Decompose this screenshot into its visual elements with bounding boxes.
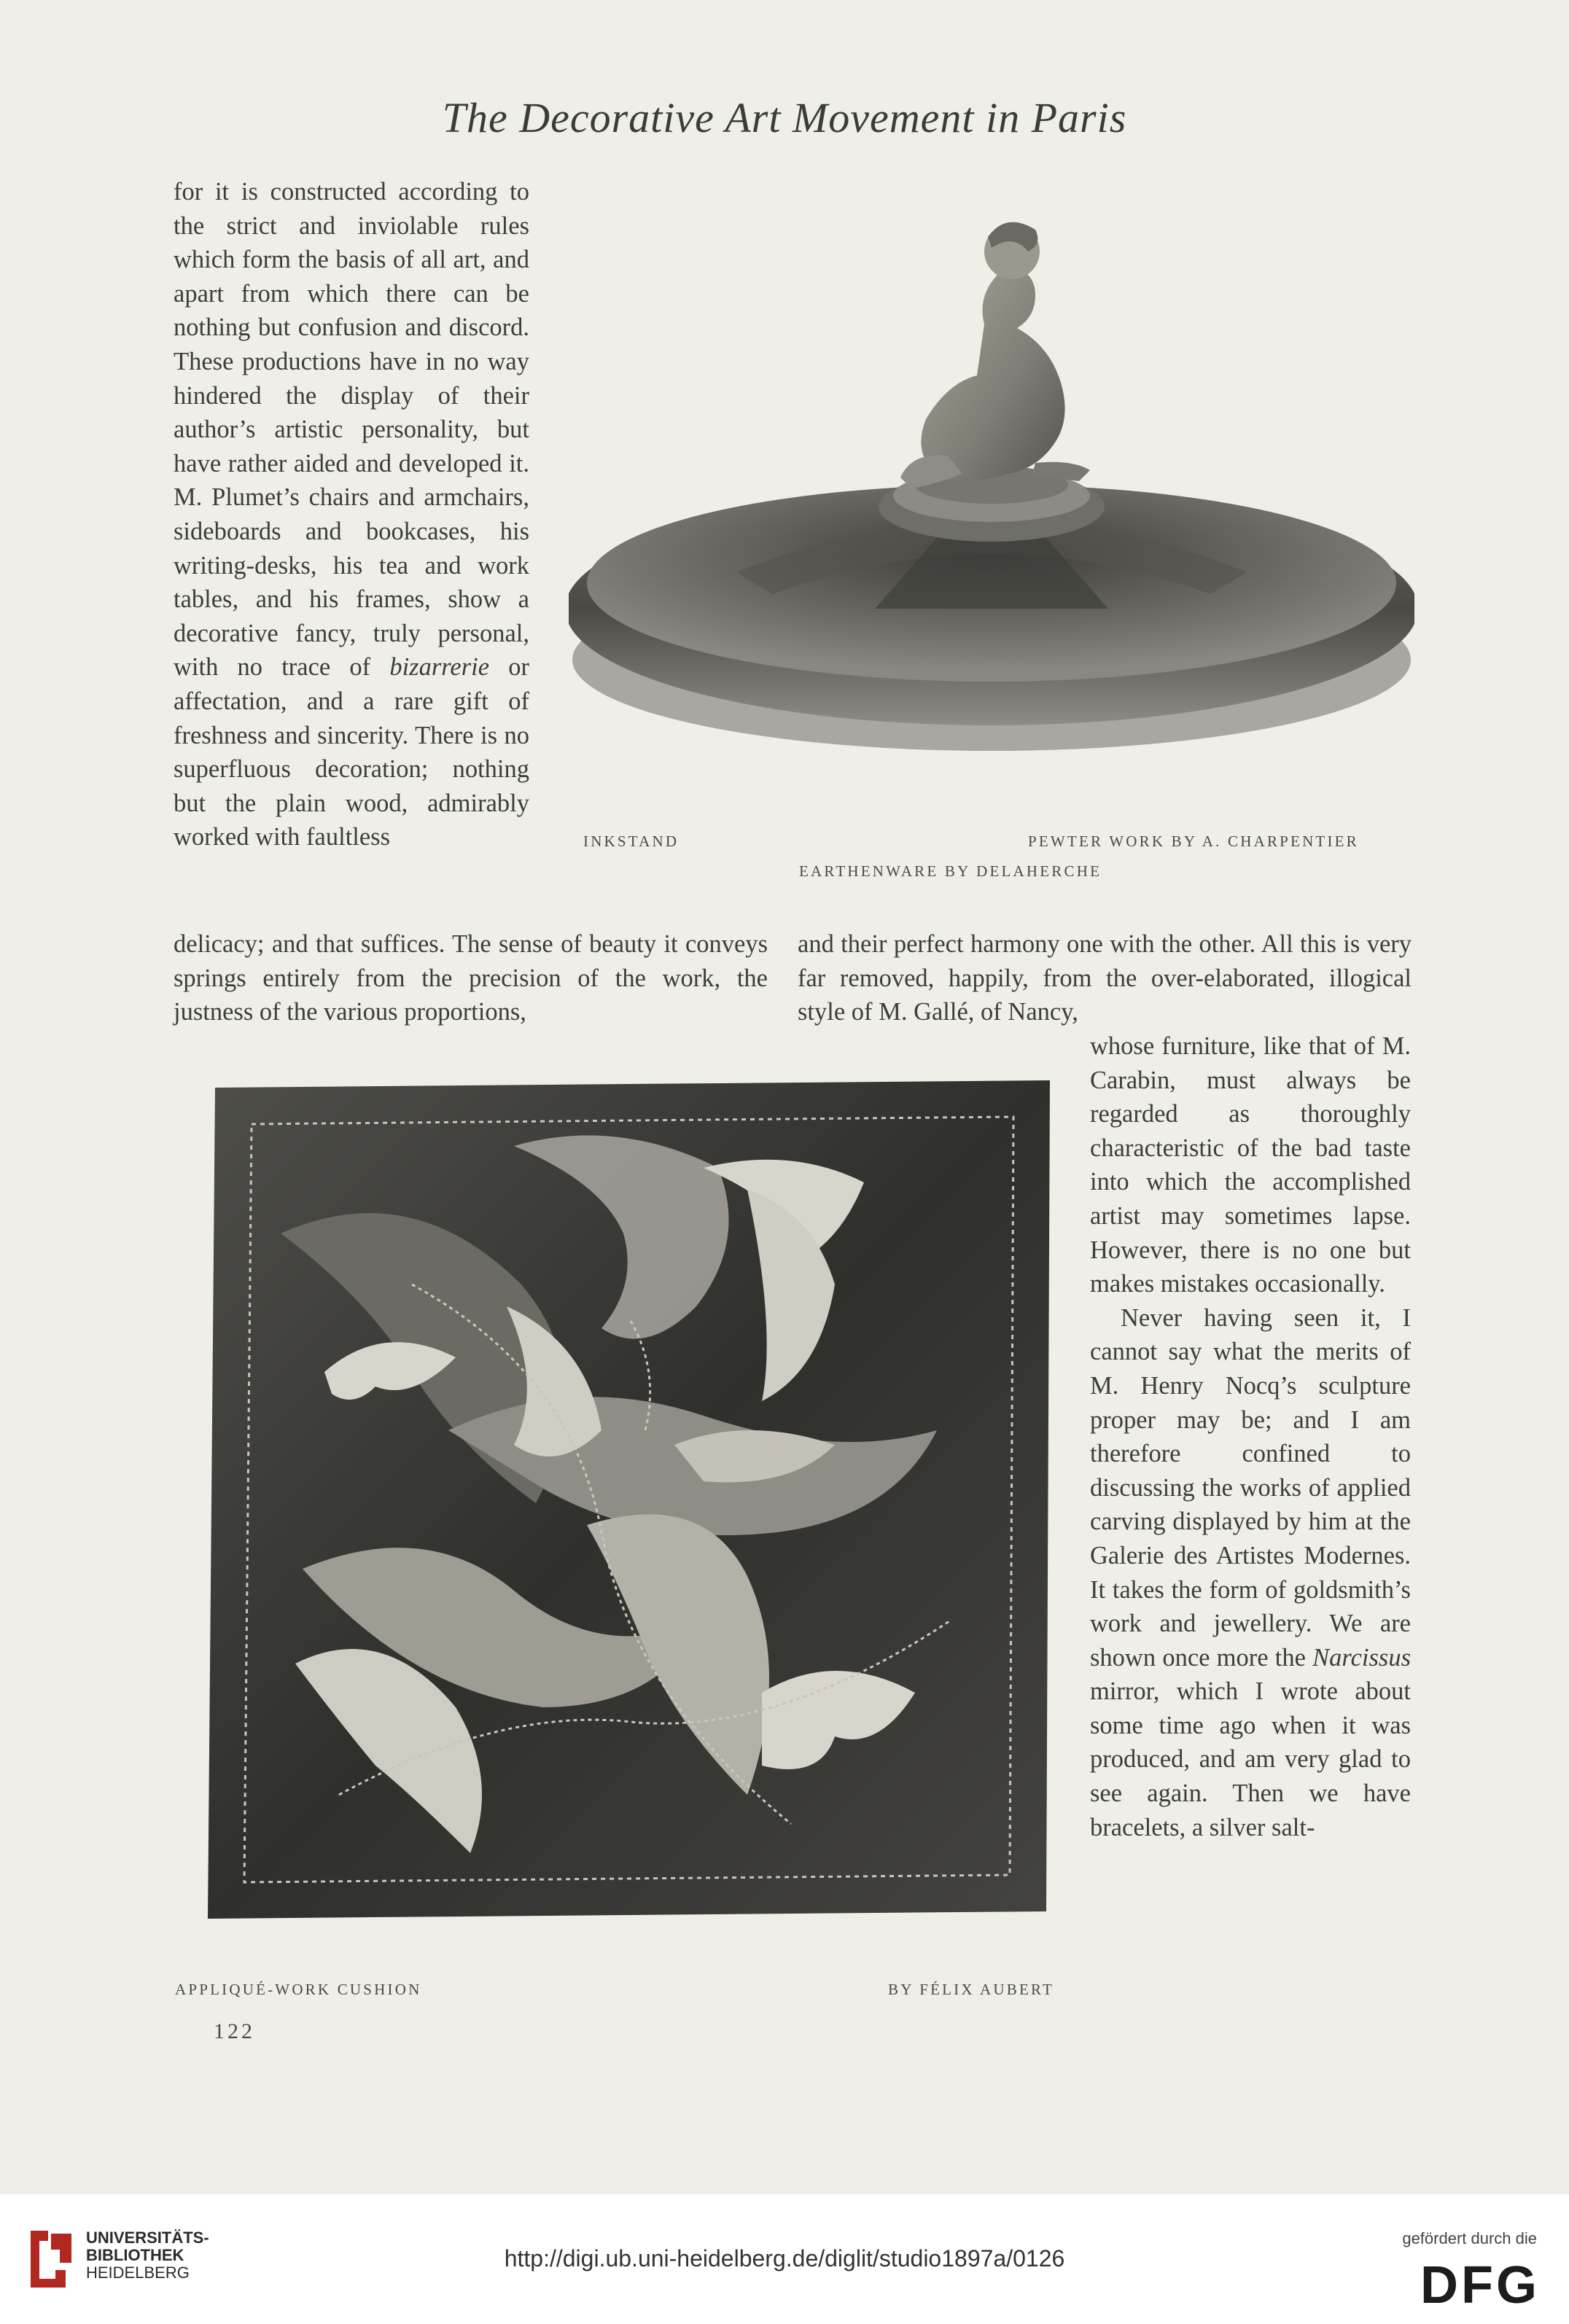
footer-bar bbox=[0, 2194, 1569, 2324]
italic-term: Narcissus bbox=[1312, 1643, 1411, 1672]
inkstand-caption-right: PEWTER WORK BY A. CHARPENTIER bbox=[1028, 832, 1359, 850]
column-right bbox=[1090, 1029, 1411, 1844]
paragraph-nocq bbox=[1090, 1301, 1411, 1845]
text-run: or affectation, and a rare gift of freshness and sincerity. There is no superfluous decoration; nothing but the plain wood, admirably worked with faultless bbox=[174, 653, 529, 851]
library-line-2: BIBLIOTHEK bbox=[86, 2246, 184, 2264]
paragraph-carabin: whose furniture, like that of M. Carabin, must always be regarded as thoroughly characteristic of the bad taste into which the accomplished artist may sometimes lapse. However, there is no one but makes mistakes occasionally. bbox=[1090, 1032, 1411, 1298]
cushion-caption-left: APPLIQUÉ-WORK CUSHION bbox=[175, 1981, 422, 1998]
paragraph-galle: and their perfect harmony one with the other. All this is very far removed, happily, from the over-elaborated, illogical style of M. Gallé, of Nancy, bbox=[798, 930, 1412, 1026]
paragraph-plumet bbox=[174, 175, 529, 854]
source-url[interactable]: http://digi.ub.uni-heidelberg.de/diglit/studio1897a/0126 bbox=[504, 2245, 1065, 2272]
library-line-3: HEIDELBERG bbox=[86, 2263, 190, 2282]
column-mid-right bbox=[798, 927, 1412, 1029]
cushion-photo bbox=[193, 1066, 1068, 1926]
inkstand-caption-center: EARTHENWARE BY DELAHERCHE bbox=[799, 862, 1102, 880]
text-run: Never having seen it, I cannot say what the merits of M. Henry Nocq’s sculpture proper may be; and I am therefore confined to discussing the works of applied carving displayed by him at the Galerie des Artistes Modernes. It takes the form of goldsmith’s work and jewellery. We are shown once more the bbox=[1090, 1303, 1411, 1672]
paragraph-delicacy: delicacy; and that suffices. The sense of beauty it conveys springs entirely from the precision of the work, the justness of the various proportions, bbox=[174, 930, 768, 1026]
italic-term: bizarrerie bbox=[389, 653, 490, 682]
library-line-1: UNIVERSITÄTS- bbox=[86, 2229, 209, 2247]
column-mid-left bbox=[174, 927, 768, 1029]
dfg-logo: DFG bbox=[1420, 2256, 1540, 2315]
page-number: 122 bbox=[214, 2019, 255, 2043]
cushion-caption-right: BY FÉLIX AUBERT bbox=[888, 1981, 1054, 1998]
inkstand-caption-left: INKSTAND bbox=[583, 832, 680, 850]
text-run: for it is constructed according to the strict and inviolable rules which form the basis of all art, and apart from which there can be nothing but confusion and discord. These productions have in no way hindered the display of their author’s artistic personality, but have rather aided and developed it. M. Plumet’s chairs and armchairs, sideboards and bookcases, his writing-desks, his tea and work tables, and his frames, show a decorative fancy, truly personal, with no trace of bbox=[174, 178, 529, 682]
text-run: mirror, which I wrote about some time ago when it was produced, and am very glad to see again. Then we have bracelets, a silver salt- bbox=[1090, 1677, 1411, 1841]
funded-by-label: gefördert durch die bbox=[1402, 2229, 1537, 2247]
column-top-left bbox=[174, 175, 529, 854]
inkstand-photo bbox=[569, 164, 1414, 758]
running-header: The Decorative Art Movement in Paris bbox=[442, 94, 1127, 141]
